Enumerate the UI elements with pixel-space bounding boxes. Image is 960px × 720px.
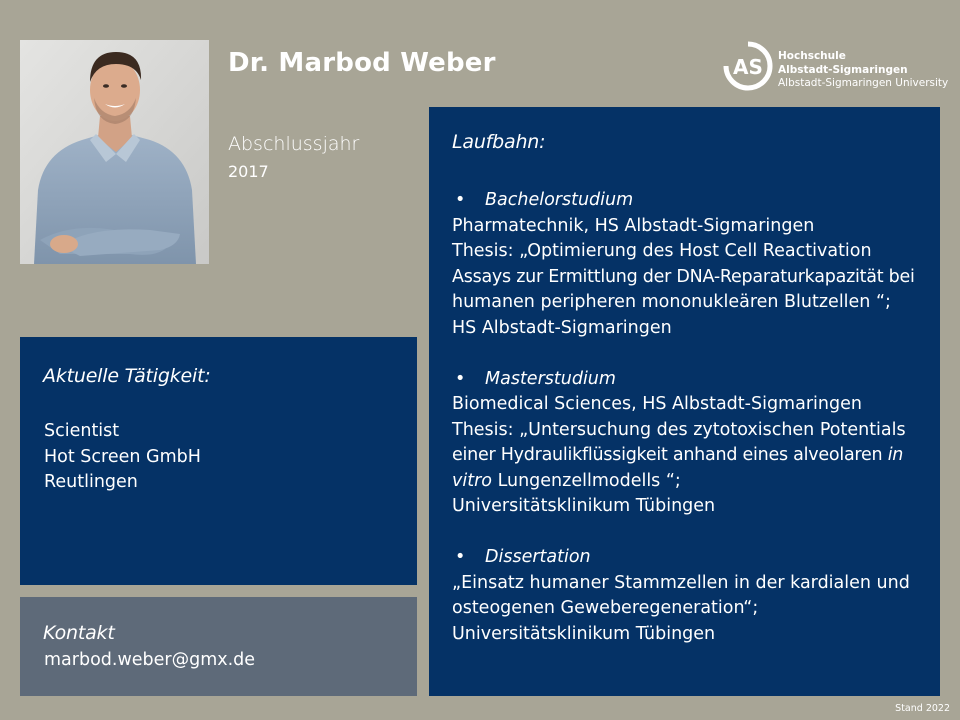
contact-email[interactable]: marbod.weber@gmx.de [44,650,256,670]
activity-location: Reutlingen [44,472,138,492]
entry-line: Universitätsklinikum Tübingen [452,496,716,516]
entry-line: „Einsatz humaner Stammzellen in der kardialen und [452,572,910,593]
activity-heading: Aktuelle Tätigkeit: [43,365,211,387]
activity-lines [44,419,201,496]
career-box [429,107,940,696]
career-entry-bachelor [452,188,932,341]
current-activity-box [20,337,417,585]
entry-text: Lungenzellmodells “; [497,470,681,491]
entry-line: Thesis: „Optimierung des Host Cell Reactivation [452,241,872,261]
contact-box [20,597,417,696]
entry-title: Masterstudium [485,368,616,389]
logo-line-2: Albstadt-Sigmaringen [778,63,908,76]
entry-line: HS Albstadt-Sigmaringen [452,317,672,338]
career-entry-dissertation [452,545,932,647]
stand-footer: Stand 2022 [895,703,950,714]
career-entry-master [452,367,932,520]
entry-line [452,443,932,469]
person-name: Dr. Marbod Weber [228,48,496,78]
entry-line: Biomedical Sciences, HS Albstadt-Sigmaringen [452,394,862,414]
university-logo [722,38,947,94]
entry-line: Universitätsklinikum Tübingen [452,623,716,644]
career-entries [452,188,932,673]
entry-line: humanen peripheren mononukleären Blutzellen “; [452,292,891,312]
bullet-icon: • [455,368,466,389]
entry-italic: vitro [452,470,492,491]
activity-company: Hot Screen GmbH [44,446,201,467]
entry-line: Pharmatechnik, HS Albstadt-Sigmaringen [452,215,815,236]
graduation-label: Abschlussjahr [228,133,360,155]
activity-role: Scientist [44,421,120,441]
bullet-icon: • [455,190,466,210]
entry-line: Assays zur Ermittlung der DNA-Reparaturkapazität bei [452,266,915,287]
entry-italic: in [887,445,904,465]
bullet-icon: • [455,547,466,567]
career-heading: Laufbahn: [452,131,546,153]
portrait-photo [20,40,209,264]
entry-line [452,469,932,495]
logo-line-1: Hochschule [778,50,846,62]
entry-line: Thesis: „Untersuchung des zytotoxischen Potentials [452,419,906,440]
contact-heading: Kontakt [43,622,115,644]
entry-title: Bachelorstudium [485,190,634,210]
entry-line: osteogenen Geweberegeneration“; [452,598,759,618]
logo-line-3: Albstadt-Sigmaringen University [778,77,949,89]
graduation-year: 2017 [228,162,269,181]
svg-text:AS: AS [733,55,763,79]
hs-logo-icon [722,38,774,94]
entry-title: Dissertation [485,547,591,567]
entry-text: einer Hydraulikflüssigkeit anhand eines alveolaren [452,445,883,465]
